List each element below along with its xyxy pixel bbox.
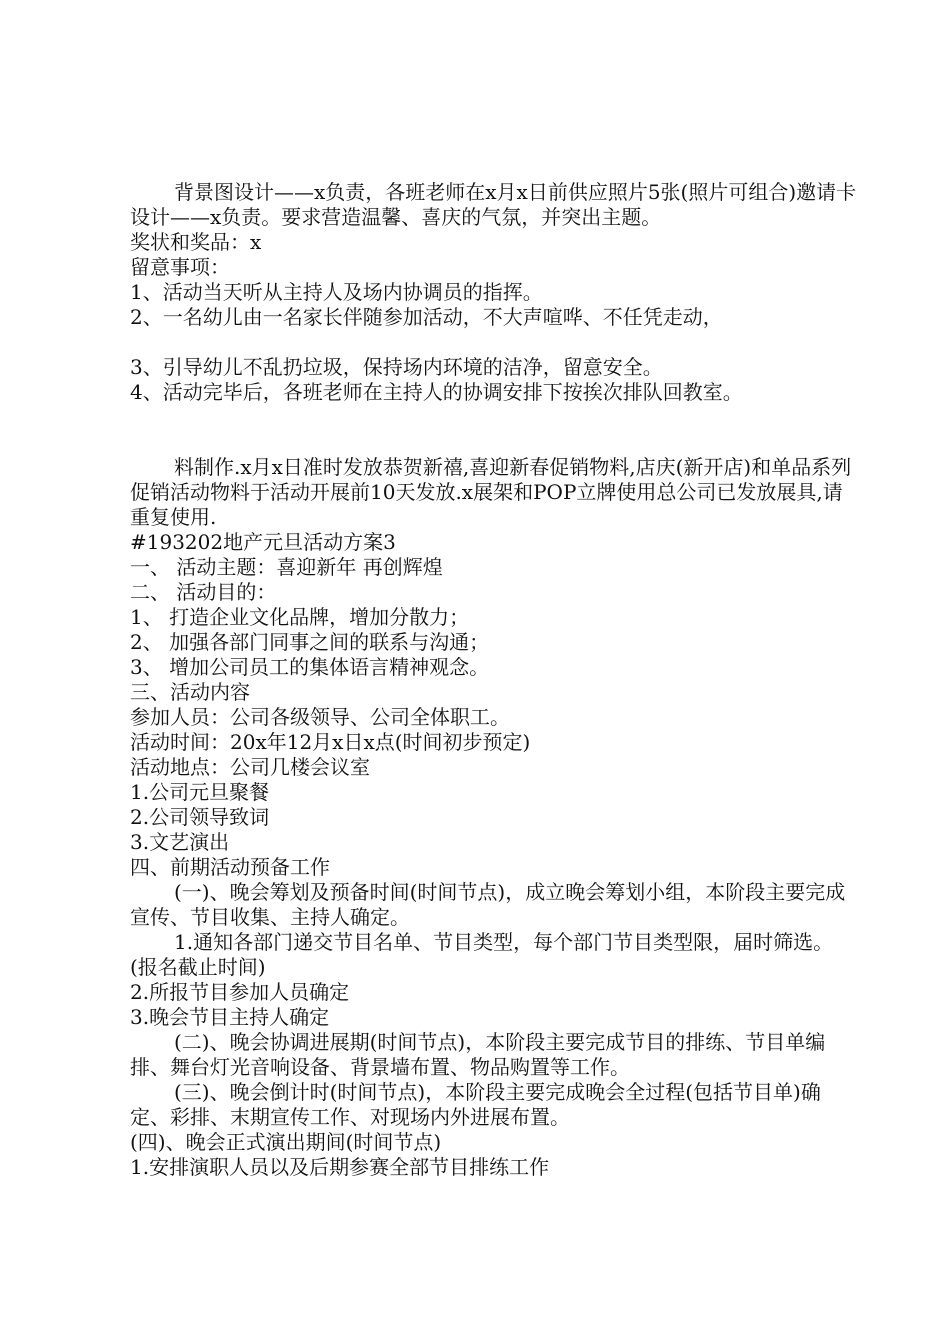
block2-paragraph-6: 2、 加强各部门同事之间的联系与沟通；	[130, 630, 490, 654]
block2-paragraph-21: (三)、晚会倒计时(时间节点)，本阶段主要完成晚会全过程(包括节目单)确定、彩排、末期宣传工作、对现场内外进展布置。	[130, 1080, 821, 1129]
block1-paragraph-8: 4、活动完毕后，各班老师在主持人的协调安排下按挨次排队回教室。	[130, 380, 743, 404]
block2-paragraph-3: 一、 活动主题：喜迎新年 再创辉煌	[130, 555, 443, 579]
block2-paragraph-5: 1、 打造企业文化品牌，增加分散力；	[130, 605, 470, 629]
block2-paragraph-23: 1.安排演职人员以及后期参赛全部节目排练工作	[130, 1155, 550, 1179]
block2-paragraph-18: 2.所报节目参加人员确定	[130, 980, 350, 1004]
block2-paragraph-8: 三、活动内容	[130, 680, 250, 704]
block1-paragraph-2: 奖状和奖品：x	[130, 230, 262, 254]
block2-paragraph-1: 料制作.x月x日准时发放恭贺新禧,喜迎新春促销物料,店庆(新开店)和单品系列促销活动物料于活动开展前10天发放.x展架和POP立牌使用总公司已发放展具,请重复使用.	[130, 455, 852, 529]
block2-paragraph-10: 活动时间：20x年12月x日x点(时间初步预定)	[130, 730, 531, 754]
block1-paragraph-1: 背景图设计——x负责，各班老师在x月x日前供应照片5张(照片可组合)邀请卡设计——x负责。要求营造温馨、喜庆的气氛，并突出主题。	[130, 180, 857, 229]
block2-paragraph-16: (一)、晚会筹划及预备时间(时间节点)，成立晚会筹划小组，本阶段主要完成宣传、节目收集、主持人确定。	[130, 880, 846, 929]
block2-paragraph-14: 3.文艺演出	[130, 830, 230, 854]
block2-paragraph-11: 活动地点：公司几楼会议室	[130, 755, 370, 779]
block2-paragraph-13: 2.公司领导致词	[130, 805, 270, 829]
block2-paragraph-2: #193202地产元旦活动方案3	[130, 530, 396, 554]
block2-paragraph-12: 1.公司元旦聚餐	[130, 780, 270, 804]
block1-paragraph-6	[130, 330, 860, 355]
block2-paragraph-9: 参加人员：公司各级领导、公司全体职工。	[130, 705, 510, 729]
text-block-2	[130, 455, 860, 1180]
block1-paragraph-3: 留意事项：	[130, 255, 230, 279]
block1-paragraph-5: 2、一名幼儿由一名家长伴随参加活动，不大声喧哗、不任凭走动，	[130, 305, 723, 329]
block2-paragraph-19: 3.晚会节目主持人确定	[130, 1005, 330, 1029]
block2-paragraph-7: 3、 增加公司员工的集体语言精神观念。	[130, 655, 490, 679]
block2-paragraph-22: (四)、晚会正式演出期间(时间节点)	[130, 1130, 442, 1154]
block1-paragraph-4: 1、活动当天听从主持人及场内协调员的指挥。	[130, 280, 543, 304]
block2-paragraph-17: 1.通知各部门递交节目名单、节目类型，每个部门节目类型限，届时筛选。(报名截止时间)	[130, 930, 834, 979]
text-block-1	[130, 180, 860, 405]
block2-paragraph-15: 四、前期活动预备工作	[130, 855, 330, 879]
block1-paragraph-7: 3、引导幼儿不乱扔垃圾，保持场内环境的洁净，留意安全。	[130, 355, 663, 379]
block2-paragraph-20: (二)、晚会协调进展期(时间节点)，本阶段主要完成节目的排练、节目单编排、舞台灯光音响设备、背景墙布置、物品购置等工作。	[130, 1030, 826, 1079]
block2-paragraph-4: 二、 活动目的：	[130, 580, 277, 604]
